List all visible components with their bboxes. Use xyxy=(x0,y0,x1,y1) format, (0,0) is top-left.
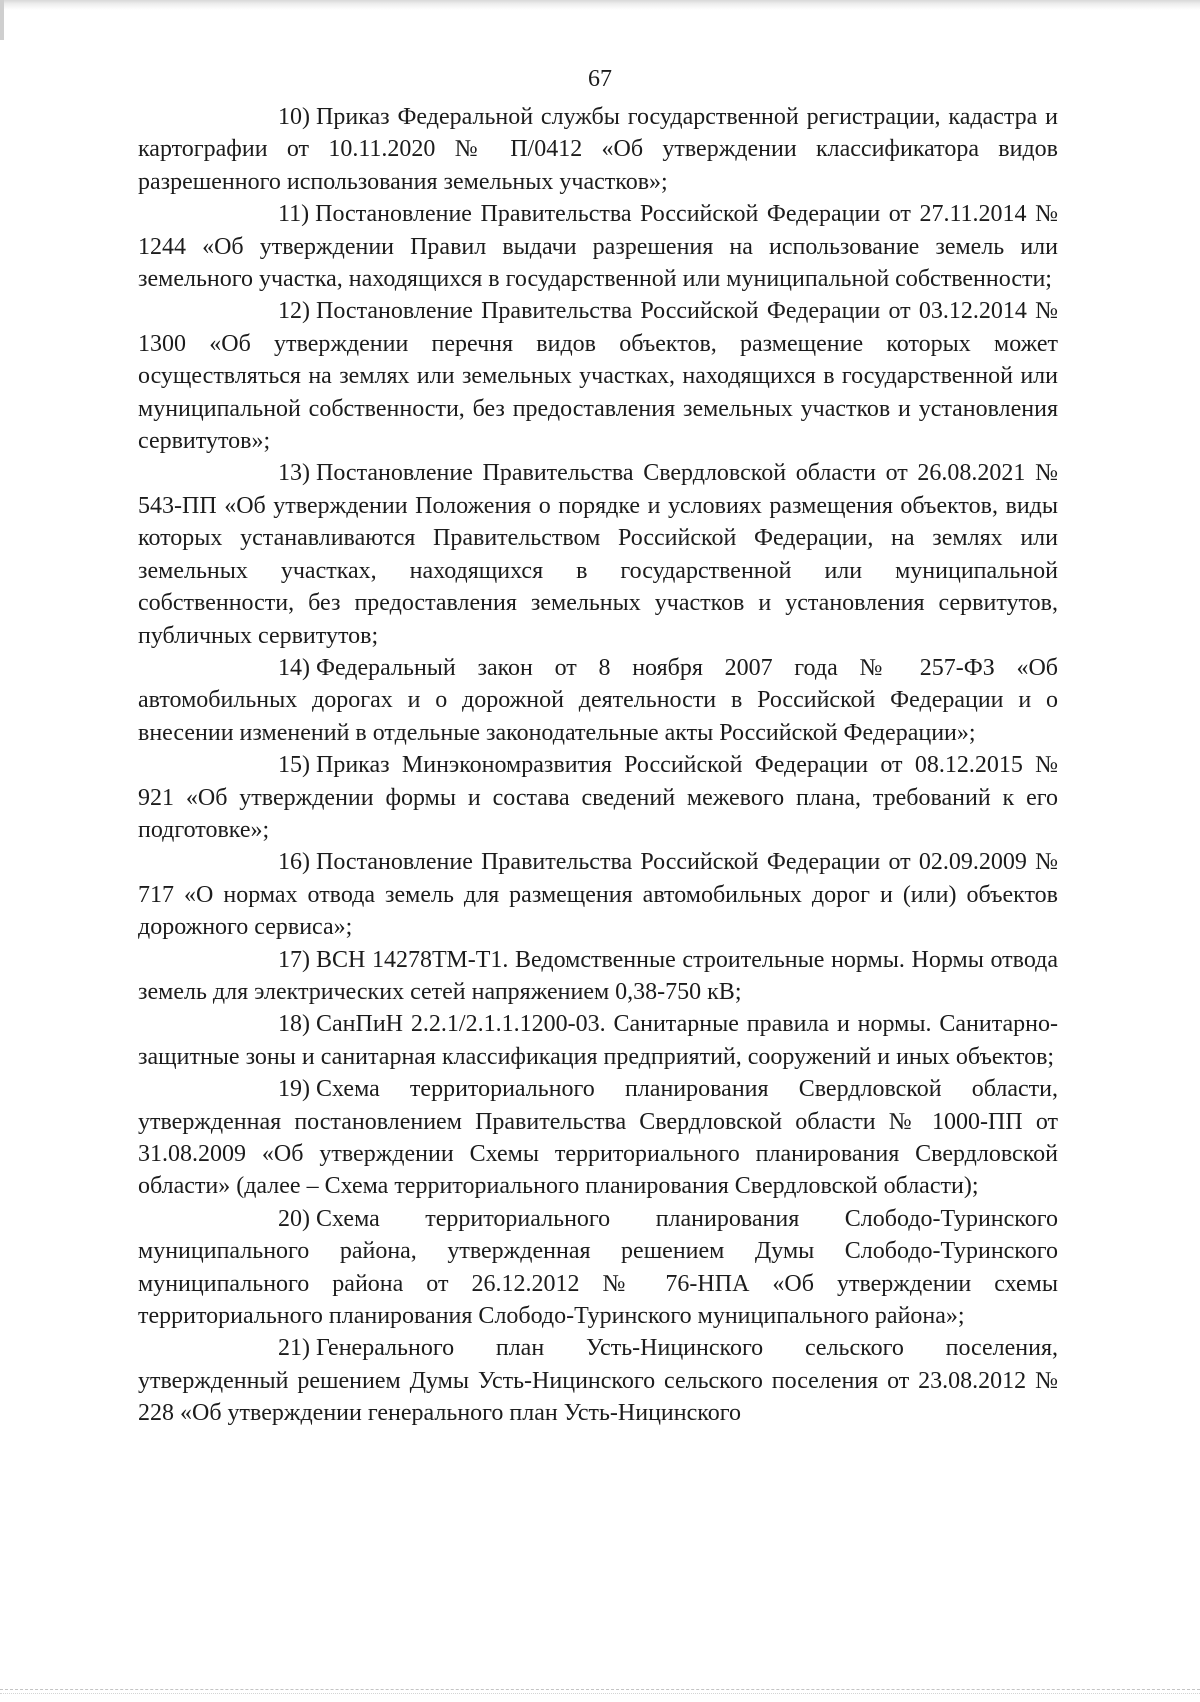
scan-edge-top xyxy=(0,0,1200,10)
item-text: Генерального план Усть-Ницинского сельского поселения, утвержденный решением Думы Усть-Ницинского сельского поселения от 23.08.2012 № 228 «Об утверждении генерального план Усть-Ницинского xyxy=(138,1335,1058,1427)
list-item xyxy=(138,457,1058,651)
item-number: 17) xyxy=(278,946,310,973)
list-item xyxy=(138,1332,1058,1429)
list-item xyxy=(138,1008,1058,1073)
item-number: 10) xyxy=(278,104,310,130)
item-text: Федеральный закон от 8 ноября 2007 года № 257-ФЗ «Об автомобильных дорогах и о дорожной деятельности в Российской Федерации и о внесении изменений в отдельные законодательные акты Российской Федерации»; xyxy=(138,654,1058,746)
item-number: 19) xyxy=(278,1076,310,1103)
scan-edge-left xyxy=(0,0,4,40)
item-text: Приказ Минэкономразвития Российской Федерации от 08.12.2015 № 921 «Об утверждении формы и состава сведений межевого плана, требований к его подготовке»; xyxy=(138,752,1058,843)
list-item xyxy=(138,1073,1058,1203)
item-text: Постановление Правительства Российской Федерации от 03.12.2014 № 1300 «Об утверждении перечня видов объектов, размещение которых может осуществляться на землях или земельных участках, находящихся в государственной или муниципальной собственности, без предоставления земельных участков и установления сервитутов»; xyxy=(138,298,1058,455)
item-number: 14) xyxy=(278,654,310,681)
list-item xyxy=(138,749,1058,846)
item-number: 20) xyxy=(278,1205,310,1232)
list-item xyxy=(138,198,1058,295)
item-text: Схема территориального планирования Слободо-Туринского муниципального района, утвержденная решением Думы Слободо-Туринского муниципального района от 26.12.2012 № 76-НПА «Об утверждении схемы территориального планирования Слободо-Туринского муниципального района»; xyxy=(138,1205,1058,1330)
list-item xyxy=(138,846,1058,943)
scan-edge-bottom xyxy=(0,1689,1200,1694)
item-number: 12) xyxy=(278,298,310,325)
list-item xyxy=(138,652,1058,749)
item-number: 21) xyxy=(278,1335,310,1362)
item-number: 15) xyxy=(278,752,310,779)
item-number: 16) xyxy=(278,849,310,876)
item-text: ВСН 14278ТМ-Т1. Ведомственные строительные нормы. Нормы отвода земель для электрических сетей напряжением 0,38-750 кВ; xyxy=(138,946,1058,1005)
item-text: Постановление Правительства Российской Федерации от 27.11.2014 № 1244 «Об утверждении Правил выдачи разрешения на использование земель или земельного участка, находящихся в государственной или муниципальной собственности; xyxy=(138,201,1058,293)
item-number: 13) xyxy=(278,460,310,487)
item-text: Постановление Правительства Свердловской области от 26.08.2021 № 543-ПП «Об утверждении Положения о порядке и условиях размещения объектов, виды которых устанавливаются Правительством Российской Федерации, на землях или земельных участках, находящихся в государственной или муниципальной собственности, без предоставления земельных участков и установления сервитутов, публичных сервитутов; xyxy=(138,460,1058,649)
document-body xyxy=(138,101,1058,1430)
list-item xyxy=(138,101,1058,198)
list-item xyxy=(138,944,1058,1009)
item-number: 18) xyxy=(278,1011,310,1038)
list-item xyxy=(138,1203,1058,1333)
list-item xyxy=(138,295,1058,457)
item-number: 11) xyxy=(278,201,310,228)
item-text: Постановление Правительства Российской Федерации от 02.09.2009 № 717 «О нормах отвода земель для размещения автомобильных дорог и (или) объектов дорожного сервиса»; xyxy=(138,849,1058,941)
page-number: 67 xyxy=(588,66,612,92)
item-text: Приказ Федеральной службы государственной регистрации, кадастра и картографии от 10.11.2020 № П/0412 «Об утверждении классификатора видов разрешенного использования земельных участков»; xyxy=(138,104,1058,195)
item-text: СанПиН 2.2.1/2.1.1.1200-03. Санитарные правила и нормы. Санитарно-защитные зоны и санитарная классификация предприятий, сооружений и иных объектов; xyxy=(138,1011,1058,1070)
item-text: Схема территориального планирования Свердловской области, утвержденная постановлением Правительства Свердловской области № 1000-ПП от 31.08.2009 «Об утверждении Схемы территориального планирования Свердловской области» (далее – Схема территориального планирования Свердловской области); xyxy=(138,1076,1058,1200)
